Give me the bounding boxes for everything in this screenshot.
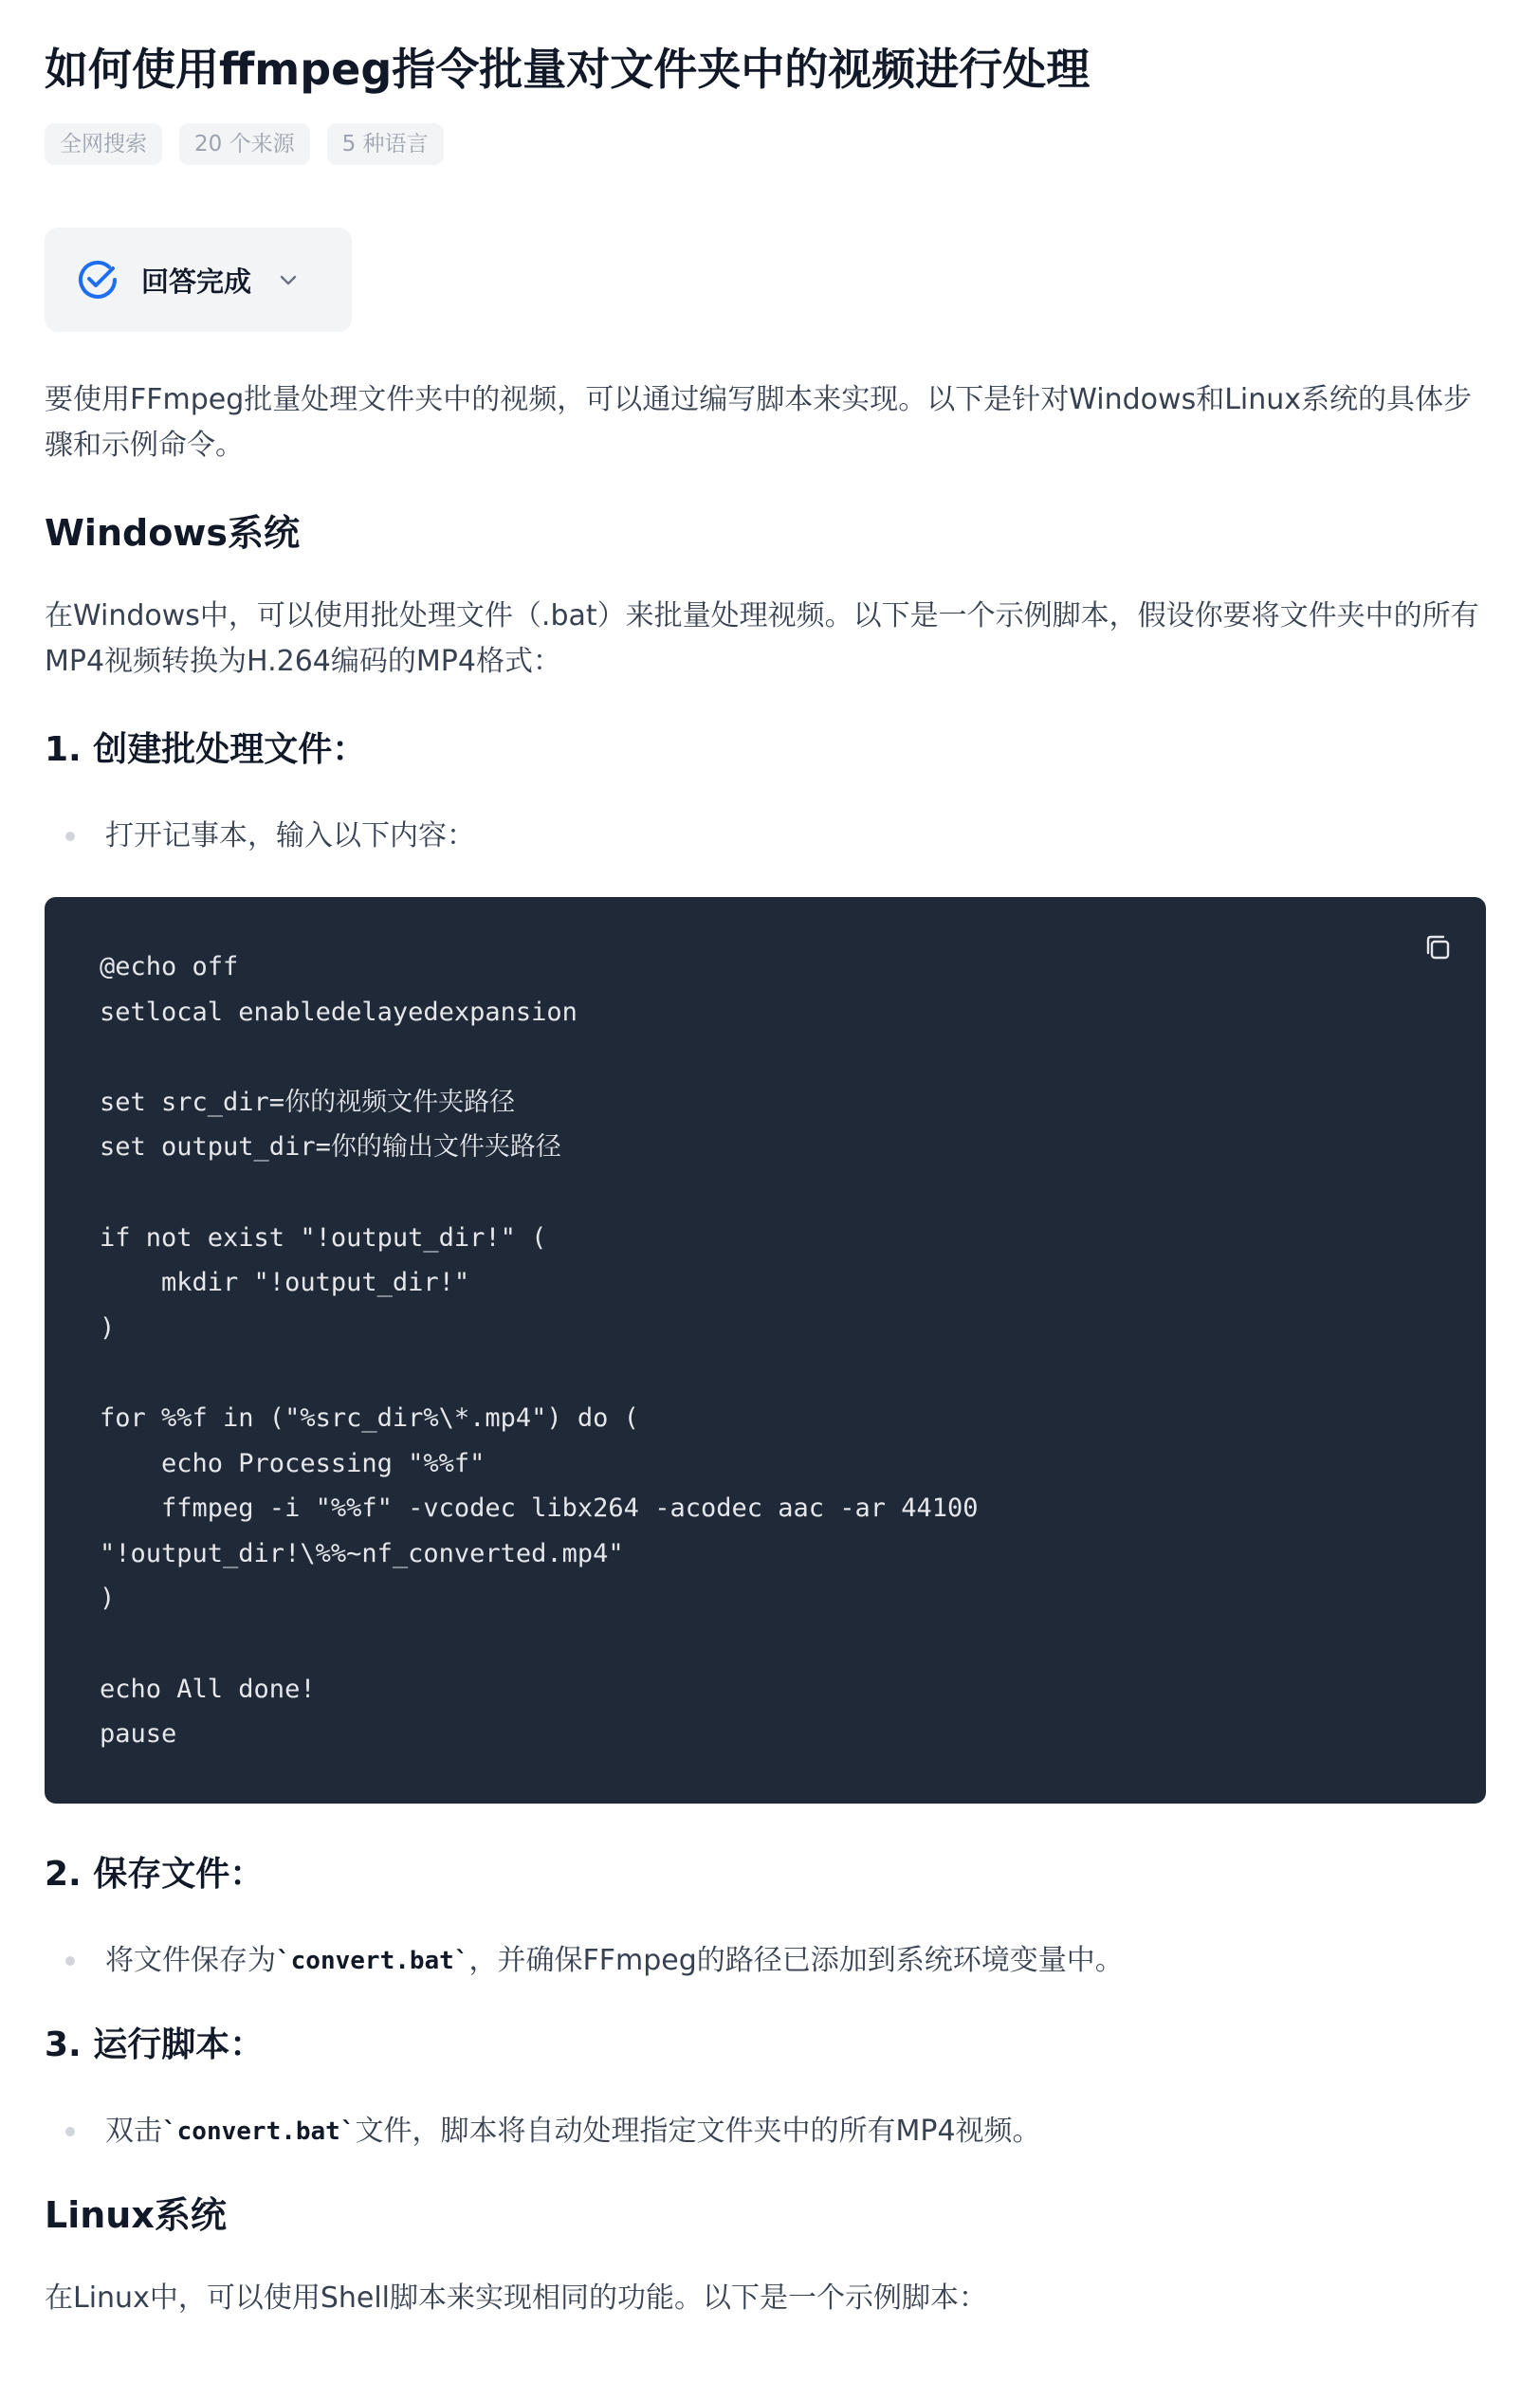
windows-heading: Windows系统: [45, 512, 301, 554]
step2-inline-code: `convert.bat`: [276, 1947, 469, 1975]
linux-heading: Linux系统: [45, 2194, 227, 2236]
page-title: 如何使用ffmpeg指令批量对文件夹中的视频进行处理: [45, 44, 1091, 95]
tag-sources[interactable]: 20 个来源: [179, 123, 310, 165]
step2-text-post: ，并确保FFmpeg的路径已添加到系统环境变量中。: [468, 1944, 1124, 1977]
step3-inline-code: `convert.bat`: [162, 2117, 356, 2146]
copy-icon[interactable]: [1421, 931, 1454, 963]
chevron-down-icon: [278, 269, 299, 290]
bullet-dot: [65, 832, 75, 841]
windows-paragraph: 在Windows中，可以使用批处理文件（.bat）来批量处理视频。以下是一个示例脚本，假设你要将文件夹中的所有MP4视频转换为H.264编码的MP4格式：: [45, 599, 1479, 678]
source-tags: [45, 123, 444, 165]
check-circle-icon: [75, 257, 120, 302]
linux-paragraph: 在Linux中，可以使用Shell脚本来实现相同的功能。以下是一个示例脚本：: [45, 2281, 988, 2315]
step3-heading: 3. 运行脚本：: [45, 2025, 265, 2064]
step1-bullet-text: 打开记事本，输入以下内容：: [105, 819, 475, 852]
code-text: @echo off setlocal enabledelayedexpansion set src_dir=你的视频文件夹路径 set output_dir=你的输出文件夹路径 if not exist "!output_dir!" ( mkdir "!output_dir!" ) for %%f in ("%src_dir%\*.mp4") do ( echo Processing "%%f" ffmpeg -i "%%f" -vcodec libx264 -acodec aac -ar 44100 "!output_dir!\%%~nf_converted.mp4" ) echo All done! pause: [100, 952, 979, 1750]
step3-bullet: [45, 2109, 1041, 2154]
status-label: 回答完成: [141, 265, 252, 298]
tag-languages[interactable]: 5 种语言: [327, 123, 444, 165]
step1-bullet: [45, 814, 475, 859]
intro-paragraph: 要使用FFmpeg批量处理文件夹中的视频，可以通过编写脚本来实现。以下是针对Windows和Linux系统的具体步骤和示例命令。: [45, 383, 1473, 462]
bullet-dot: [65, 2127, 75, 2136]
tag-web-search[interactable]: 全网搜索: [45, 123, 162, 165]
answer-status-toggle[interactable]: [45, 228, 352, 332]
step1-heading: 1. 创建批处理文件：: [45, 730, 367, 769]
step2-bullet: [45, 1938, 1124, 1984]
step2-text-pre: 将文件保存为: [105, 1944, 276, 1977]
code-block: [45, 897, 1486, 1804]
step3-text-pre: 双击: [105, 2115, 162, 2148]
step3-text-post: 文件，脚本将自动处理指定文件夹中的所有MP4视频。: [355, 2115, 1041, 2148]
bullet-dot: [65, 1956, 75, 1966]
step2-heading: 2. 保存文件：: [45, 1855, 265, 1894]
